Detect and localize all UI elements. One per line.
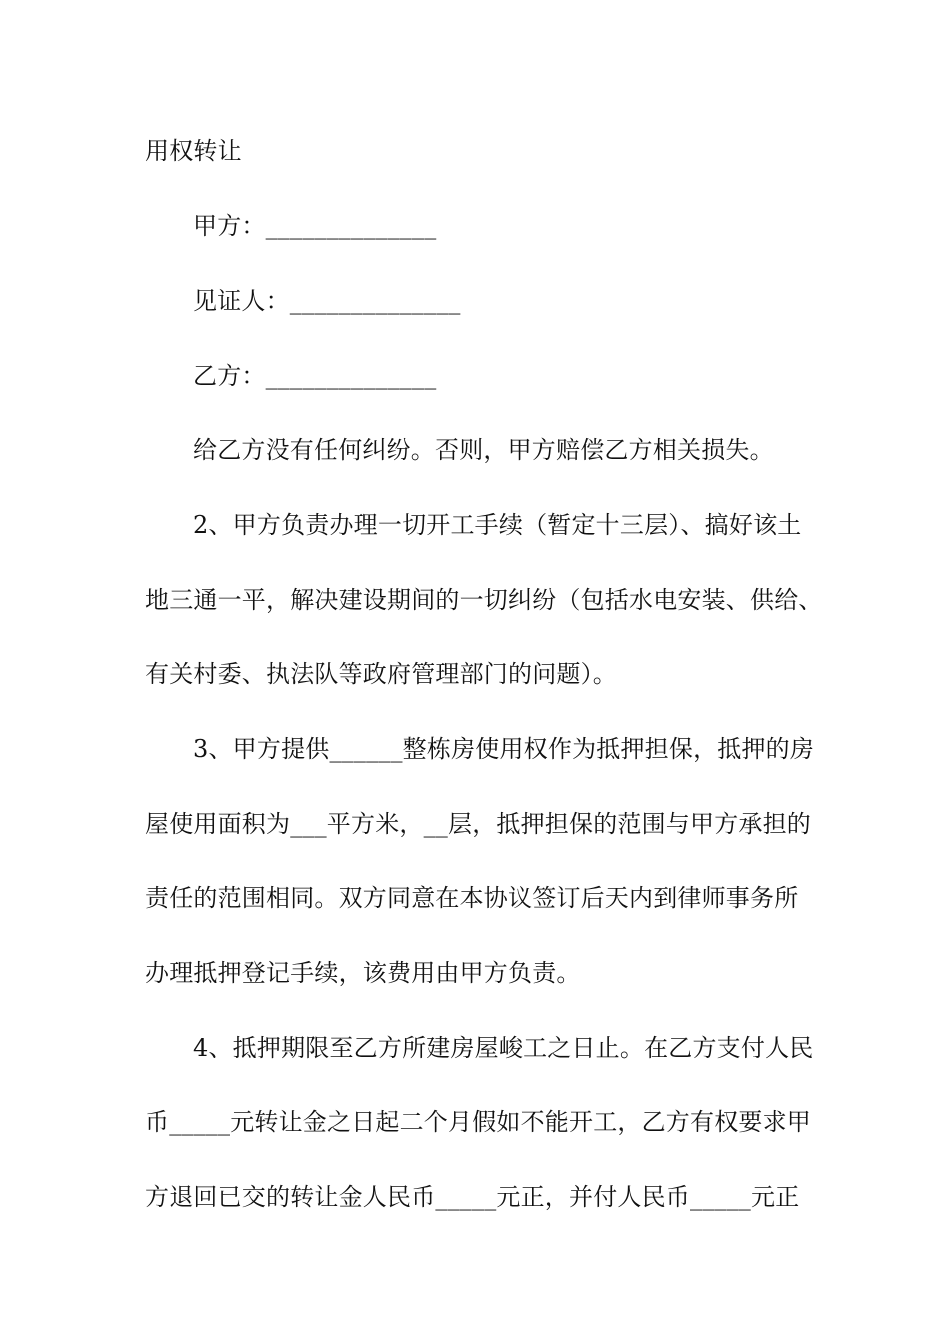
- clause-3-line-3: 责任的范围相同。双方同意在本协议签订后天内到律师事务所: [145, 884, 799, 912]
- party-a-line: 甲方：______________: [193, 212, 437, 240]
- clause-3-line-1: 3、甲方提供______整栋房使用权作为抵押担保，抵押的房: [193, 735, 815, 763]
- clause-text-line-1: 给乙方没有任何纠纷。否则，甲方赔偿乙方相关损失。: [193, 436, 774, 464]
- witness-line: 见证人：______________: [193, 287, 461, 315]
- clause-4-line-1: 4、抵押期限至乙方所建房屋峻工之日止。在乙方支付人民: [193, 1034, 814, 1062]
- clause-2-line-3: 有关村委、执法队等政府管理部门的问题）。: [145, 660, 617, 688]
- clause-3-line-4: 办理抵押登记手续，该费用由甲方负责。: [145, 959, 581, 987]
- clause-2-line-1: 2、甲方负责办理一切开工手续（暂定十三层）、搞好该土: [193, 511, 802, 539]
- clause-3-line-2: 屋使用面积为___平方米，__层，抵押担保的范围与甲方承担的: [145, 810, 811, 838]
- clause-4-line-3: 方退回已交的转让金人民币_____元正，并付人民币_____元正: [145, 1183, 800, 1211]
- clause-2-line-2: 地三通一平，解决建设期间的一切纠纷（包括水电安装、供给、: [145, 586, 823, 614]
- party-b-line: 乙方：______________: [193, 362, 437, 390]
- document-line-1: 用权转让: [145, 137, 242, 165]
- clause-4-line-2: 币_____元转让金之日起二个月假如不能开工，乙方有权要求甲: [145, 1108, 811, 1136]
